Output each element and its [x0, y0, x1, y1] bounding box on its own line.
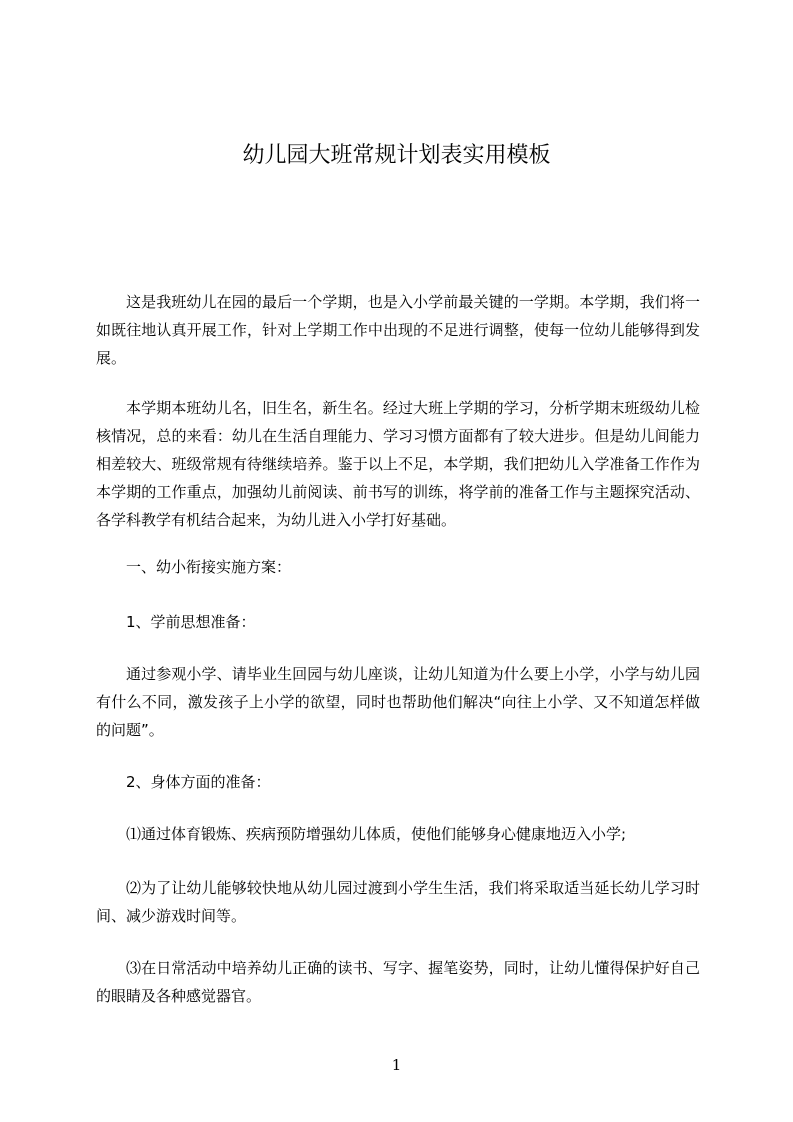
page-number: 1: [391, 1056, 402, 1074]
section-heading-transition-plan: 一、幼小衔接实施方案：: [126, 558, 292, 576]
subsection-heading-mental-preparation: 1、学前思想准备：: [126, 613, 256, 631]
document-title: 幼儿园大班常规计划表实用模板: [242, 143, 551, 168]
paragraph-mental-preparation: 通过参观小学、请毕业生回园与幼儿座谈，让幼儿知道为什么要上小学，小学与幼儿园有什么不同，激发孩子上小学的欲望，同时也帮助他们解决“向往上小学、又不知道怎样做的问题”。: [96, 665, 700, 739]
subsection-heading-physical-preparation: 2、身体方面的准备：: [126, 773, 271, 791]
list-item-physical-2: ⑵为了让幼儿能够较快地从幼儿园过渡到小学生生活，我们将采取适当延长幼儿学习时间、减少游戏时间等。: [96, 879, 700, 925]
list-item-physical-1: ⑴通过体育锻炼、疾病预防增强幼儿体质，使他们能够身心健康地迈入小学;: [126, 825, 627, 843]
paragraph-intro: 这是我班幼儿在园的最后一个学期，也是入小学前最关键的一学期。本学期，我们将一如既往地认真开展工作，针对上学期工作中出现的不足进行调整，使每一位幼儿能够得到发展。: [96, 293, 700, 367]
paragraph-class-situation: 本学期本班幼儿名，旧生名，新生名。经过大班上学期的学习，分析学期末班级幼儿检核情况，总的来看：幼儿在生活自理能力、学习习惯方面都有了较大进步。但是幼儿间能力相差较大、班级常规有待继续培养。鉴于以上不足，本学期，我们把幼儿入学准备工作作为本学期的工作重点，加强幼儿前阅读、前书写的训练，将学前的准备工作与主题探究活动、各学科教学有机结合起来，为幼儿进入小学打好基础。: [96, 399, 700, 529]
list-item-physical-3: ⑶在日常活动中培养幼儿正确的读书、写字、握笔姿势，同时，让幼儿懂得保护好自己的眼睛及各种感觉器官。: [96, 959, 700, 1005]
